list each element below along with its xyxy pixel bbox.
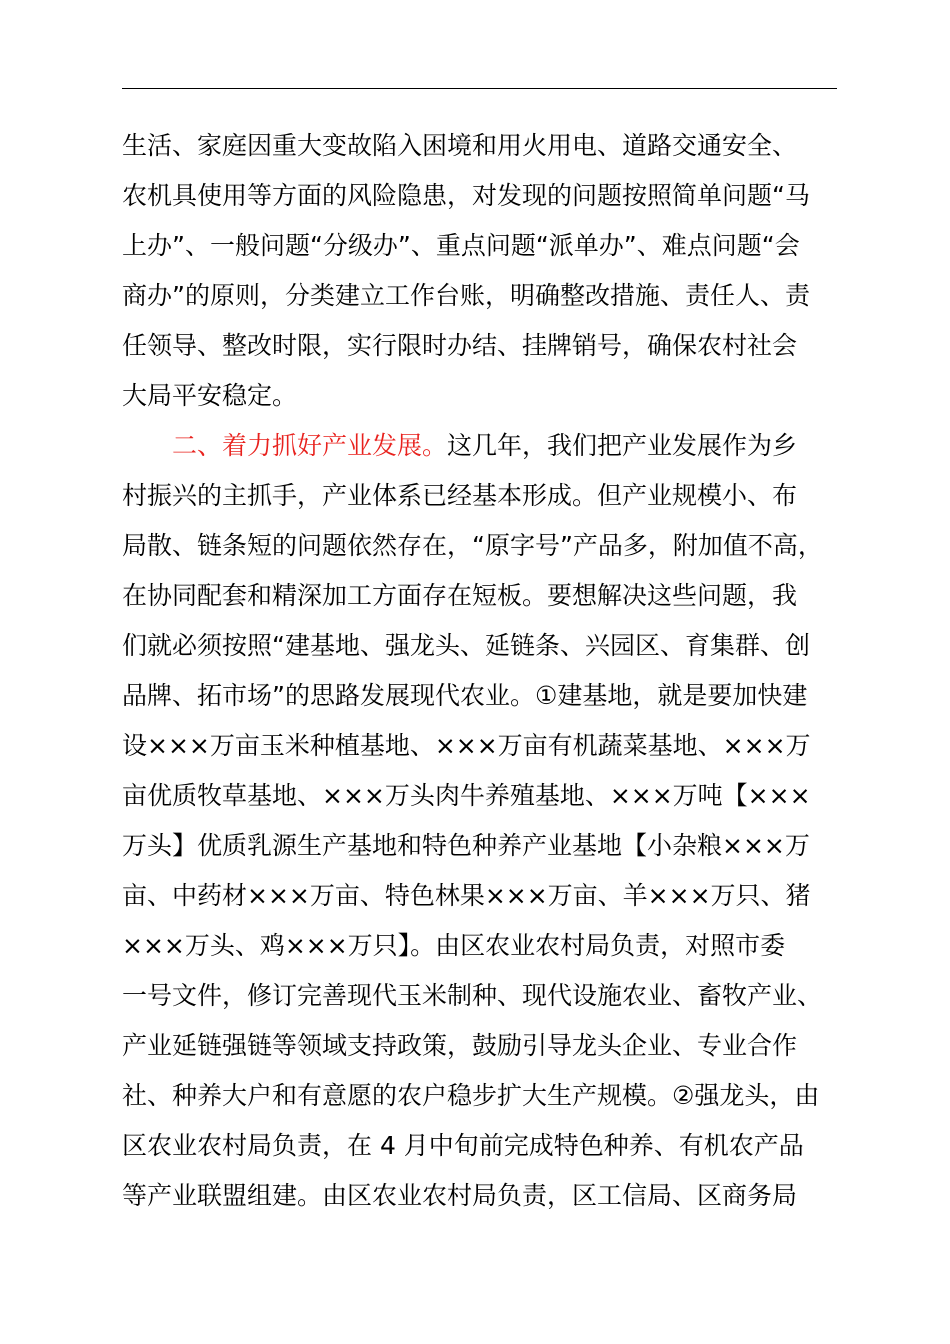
paragraph-line: 农机具使用等方面的风险隐患，对发现的问题按照简单问题“马	[122, 181, 810, 210]
section-heading: 二、着力抓好产业发展。	[172, 431, 448, 460]
paragraph-line: 品牌、拓市场”的思路发展现代农业。①建基地，就是要加快建	[122, 681, 808, 710]
paragraph-line: 大局平安稳定。	[122, 381, 298, 410]
paragraph-line: 万头】优质乳源生产基地和特色种养产业基地【小杂粮×××万	[122, 831, 810, 860]
paragraph-line: 在协同配套和精深加工方面存在短板。要想解决这些问题，我	[122, 581, 798, 610]
paragraph-line: 生活、家庭因重大变故陷入困境和用火用电、道路交通安全、	[122, 131, 798, 160]
paragraph-line: 局散、链条短的问题依然存在，“原字号”产品多，附加值不高，	[122, 531, 823, 560]
paragraph-line: 亩、中药材×××万亩、特色林果×××万亩、羊×××万只、猪	[122, 881, 811, 910]
paragraph-line: 一号文件，修订完善现代玉米制种、现代设施农业、畜牧产业、	[122, 981, 823, 1010]
paragraph-line: 区农业农村局负责，在 4 月中旬前完成特色种养、有机农产品	[122, 1131, 804, 1160]
paragraph-line: 村振兴的主抓手，产业体系已经基本形成。但产业规模小、布	[122, 481, 798, 510]
section-lead: 这几年，我们把产业发展作为乡	[447, 431, 798, 460]
paragraph-line: 等产业联盟组建。由区农业农村局负责，区工信局、区商务局	[122, 1181, 798, 1210]
paragraph-line: 们就必须按照“建基地、强龙头、延链条、兴园区、育集群、创	[122, 631, 810, 660]
paragraph-line: 设×××万亩玉米种植基地、×××万亩有机蔬菜基地、×××万	[122, 731, 811, 760]
body-text	[122, 124, 862, 1224]
paragraph-line: 亩优质牧草基地、×××万头肉牛养殖基地、×××万吨【×××	[122, 781, 811, 810]
paragraph-line: 商办”的原则，分类建立工作台账，明确整改措施、责任人、责	[122, 281, 810, 310]
paragraph-line: 上办”、一般问题“分级办”、重点问题“派单办”、难点问题“会	[122, 231, 800, 260]
paragraph-line: 社、种养大户和有意愿的农户稳步扩大生产规模。②强龙头，由	[122, 1081, 820, 1110]
section-first-line	[122, 424, 862, 474]
paragraph-line: ×××万头、鸡×××万只】。由区农业农村局负责，对照市委	[122, 931, 786, 960]
header-rule	[122, 88, 837, 89]
paragraph-line: 任领导、整改时限，实行限时办结、挂牌销号，确保农村社会	[122, 331, 798, 360]
paragraph-line: 产业延链强链等领域支持政策，鼓励引导龙头企业、专业合作	[122, 1031, 798, 1060]
